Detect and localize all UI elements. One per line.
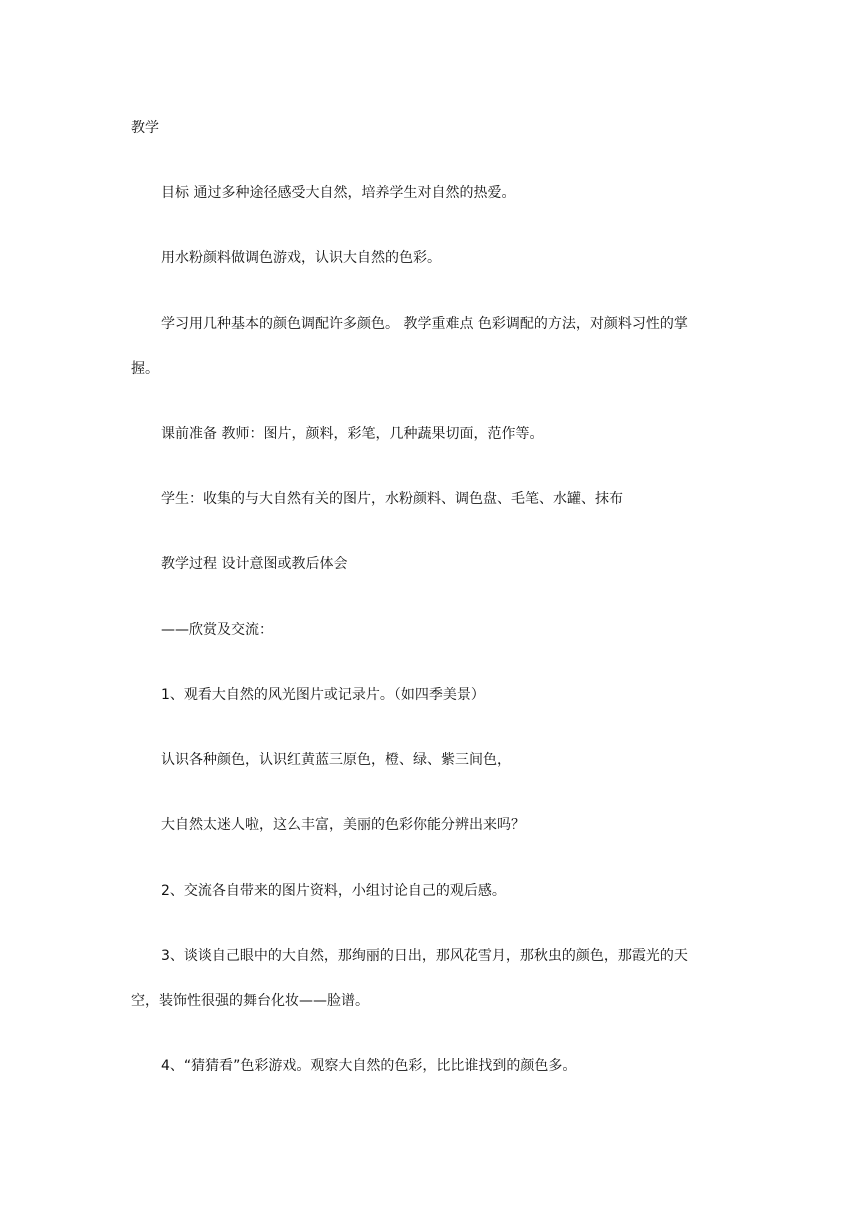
section-title: 教学过程 设计意图或教后体会 [161, 556, 348, 572]
list-item: 1、观看大自然的风光图片或记录片。（如四季美景） [161, 687, 485, 703]
list-item: 3、谈谈自己眼中的大自然，那绚丽的日出，那风花雪月，那秋虫的颜色，那霞光的天 [161, 948, 688, 964]
paragraph-line: 学习用几种基本的颜色调配许多颜色。 教学重难点 色彩调配的方法，对颜料习性的掌 [161, 316, 688, 332]
paragraph-line: 大自然太迷人啦，这么丰富，美丽的色彩你能分辨出来吗？ [161, 817, 525, 833]
list-item: 2、交流各自带来的图片资料，小组讨论自己的观后感。 [161, 883, 506, 899]
section-subtitle: ——欣赏及交流： [161, 622, 273, 638]
list-item-continuation: 空，装饰性很强的舞台化妆——脸谱。 [131, 993, 369, 1009]
heading-text: 教学 [131, 120, 159, 136]
paragraph-line: 用水粉颜料做调色游戏，认识大自然的色彩。 [161, 250, 441, 266]
paragraph-line-continuation: 握。 [131, 361, 159, 377]
objective-line: 目标 通过多种途径感受大自然，培养学生对自然的热爱。 [161, 185, 516, 201]
preparation-line: 课前准备 教师：图片，颜料，彩笔，几种蔬果切面，范作等。 [161, 426, 544, 442]
paragraph-line: 认识各种颜色，认识红黄蓝三原色，橙、绿、紫三间色， [161, 752, 511, 768]
list-item: 4、“猜猜看”色彩游戏。观察大自然的色彩，比比谁找到的颜色多。 [161, 1058, 577, 1074]
paragraph-line: 学生：收集的与大自然有关的图片，水粉颜料、调色盘、毛笔、水罐、抹布 [161, 491, 623, 507]
